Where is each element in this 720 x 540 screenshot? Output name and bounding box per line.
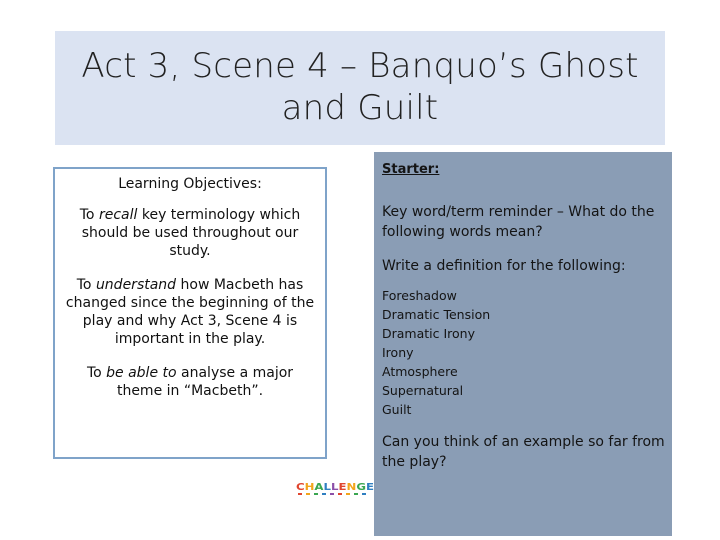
slide-title-line-1: Act 3, Scene 4 – Banquo’s Ghost [81, 46, 639, 86]
objective-prefix: To [76, 277, 96, 293]
starter-panel [374, 152, 672, 536]
starter-question-keywords: Key word/term reminder – What do the following words mean? [382, 204, 655, 240]
slide-title [55, 31, 665, 145]
objective-prefix: To [86, 365, 107, 381]
challenge-logo-graphic [296, 479, 374, 497]
objective-text: analyse a major theme in “Macbeth”. [116, 365, 294, 399]
objective-prefix: To [79, 207, 99, 223]
objective-item-understand [63, 276, 317, 348]
term-item: Supernatural [382, 383, 464, 398]
challenge-logo-text: CHALLENGE [296, 482, 373, 493]
term-item: Dramatic Irony [382, 326, 475, 341]
starter-question-example: Can you think of an example so far from the play? [382, 434, 665, 470]
term-list [382, 286, 666, 419]
objective-emphasis: understand [95, 277, 177, 293]
objective-emphasis: recall [98, 207, 138, 223]
objective-text: how Macbeth has changed since the beginning of the play and why Act 3, Scene 4 is important in the play. [65, 277, 315, 347]
term-item: Atmosphere [382, 364, 458, 379]
term-item: Foreshadow [382, 288, 457, 303]
learning-objectives-box [53, 167, 327, 459]
objective-item-recall [63, 206, 317, 260]
term-item: Dramatic Tension [382, 307, 491, 322]
challenge-logo [296, 479, 374, 497]
objective-text: key terminology which should be used throughout our study. [81, 207, 301, 259]
objectives-heading: Learning Objectives: [118, 176, 262, 192]
starter-heading: Starter: [382, 162, 440, 177]
term-item: Guilt [382, 402, 412, 417]
challenge-logo-dots [298, 493, 366, 495]
term-item: Irony [382, 345, 414, 360]
objective-emphasis: be able to [106, 365, 177, 381]
starter-question-definition: Write a definition for the following: [382, 258, 626, 274]
slide-title-line-2: and Guilt [281, 88, 439, 128]
objective-item-analyse [63, 364, 317, 400]
